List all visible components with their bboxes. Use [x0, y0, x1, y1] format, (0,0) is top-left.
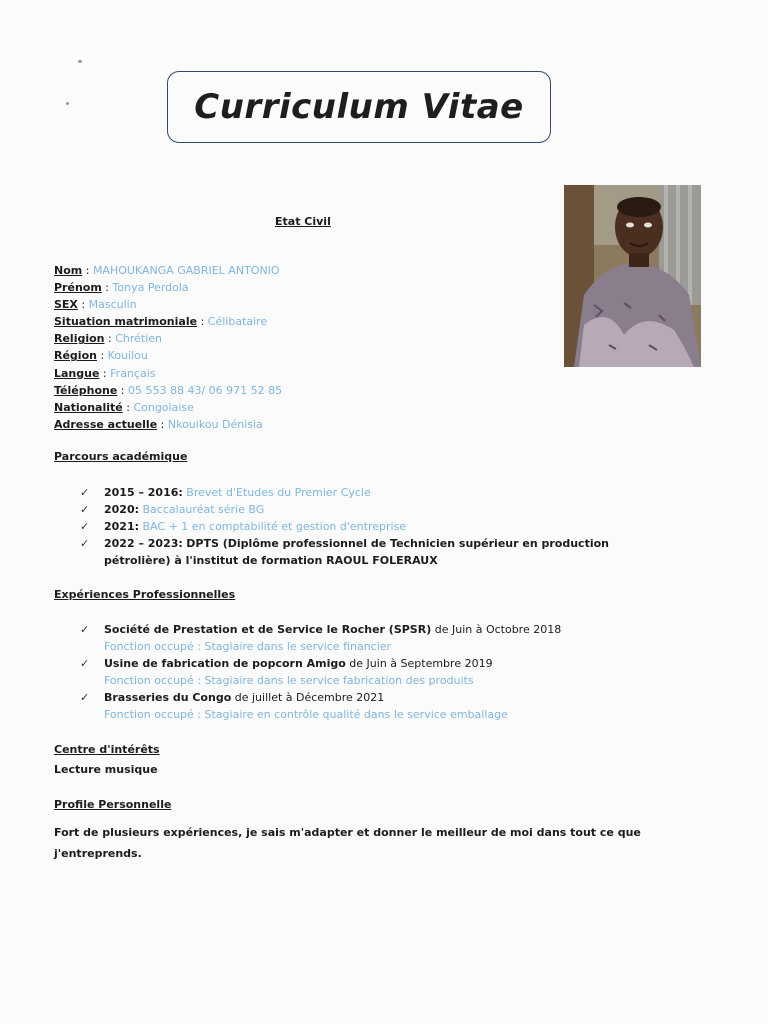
checkmark-icon: ✓	[80, 623, 90, 636]
scan-speck	[78, 60, 82, 63]
civil-value: MAHOUKANGA GABRIEL ANTONIO	[92, 264, 280, 277]
experiences-heading: Expériences Professionnelles	[54, 588, 236, 601]
civil-value: Nkouikou Dénisia	[167, 417, 263, 431]
item-text: Baccalauréat série BG	[142, 503, 265, 516]
period: de Juin à Septembre 2019	[345, 657, 493, 670]
civil-value: Kouilou	[107, 349, 148, 363]
checkmark-icon: ✓	[80, 520, 90, 533]
item-text: Brevet d'Etudes du Premier Cycle	[186, 486, 371, 499]
profile-line-2: j'entreprends.	[54, 847, 142, 860]
civil-value: Congolaise	[133, 400, 194, 414]
company-name: Société de Prestation et de Service le Rocher (SPSR)	[104, 623, 432, 636]
checkmark-icon: ✓	[80, 503, 90, 516]
civil-row-nom: Nom : MAHOUKANGA GABRIEL ANTONIO	[54, 264, 280, 277]
profile-heading: Profile Personnelle	[54, 798, 172, 811]
item-year: 2015 – 2016:	[104, 486, 183, 499]
list-item	[80, 621, 700, 655]
scan-speck	[66, 102, 69, 105]
cv-title-box	[167, 71, 551, 143]
period: de Juin à Octobre 2018	[431, 623, 562, 636]
checkmark-icon: ✓	[80, 691, 90, 704]
company-name: Brasseries du Congo	[104, 691, 232, 704]
role: Fonction occupé : Stagiaire dans le service fabrication des produits	[104, 674, 474, 687]
civil-info-list	[54, 262, 282, 433]
item-year: 2022 – 2023:	[104, 537, 183, 550]
checkmark-icon: ✓	[80, 537, 90, 550]
company-name: Usine de fabrication de popcorn Amigo	[104, 657, 346, 670]
civil-row-nationalite: Nationalité : Congolaise	[54, 400, 194, 414]
experiences-list	[80, 621, 700, 723]
civil-value: Tonya Perdola	[112, 281, 189, 295]
civil-row-adresse: Adresse actuelle : Nkouikou Dénisia	[54, 417, 263, 431]
civil-row-langue: Langue : Français	[54, 366, 156, 380]
civil-label: Téléphone	[54, 383, 118, 397]
civil-value: Célibataire	[207, 315, 268, 329]
list-item	[80, 484, 640, 501]
civil-row-prenom: Prénom : Tonya Perdola	[54, 281, 189, 295]
civil-value: Français	[110, 366, 156, 380]
item-text: BAC + 1 en comptabilité et gestion d'entreprise	[142, 520, 407, 533]
civil-value: Chrétien	[115, 332, 163, 346]
civil-label: Région	[54, 349, 97, 363]
civil-label: Nom	[54, 264, 83, 277]
list-item	[80, 535, 640, 569]
list-item	[80, 501, 640, 518]
profile-line-1: Fort de plusieurs expériences, je sais m'adapter et donner le meilleur de moi dans tout ce que	[54, 826, 641, 839]
list-item	[80, 655, 700, 689]
role: Fonction occupé : Stagiaire dans le service financier	[104, 640, 392, 653]
checkmark-icon: ✓	[80, 657, 90, 670]
item-text: DPTS (Diplôme professionnel de Technicien supérieur en production	[186, 537, 609, 550]
interets-heading: Centre d'intérêts	[54, 743, 160, 756]
civil-label: Adresse actuelle	[54, 417, 158, 431]
civil-label: Nationalité	[54, 400, 123, 414]
etat-civil-heading: Etat Civil	[275, 215, 331, 228]
item-year: 2021:	[104, 520, 140, 533]
civil-label: SEX	[54, 298, 78, 312]
civil-label: Situation matrimoniale	[54, 315, 198, 329]
civil-label: Langue	[54, 366, 100, 380]
civil-row-region: Région : Kouilou	[54, 349, 148, 363]
period: de juillet à Décembre 2021	[231, 691, 385, 704]
profile-photo	[564, 185, 701, 367]
list-item	[80, 689, 700, 723]
item-text-cont: pétrolière) à l'institut de formation RAOUL FOLERAUX	[104, 554, 438, 567]
checkmark-icon: ✓	[80, 486, 90, 499]
parcours-list	[80, 484, 640, 569]
civil-row-religion: Religion : Chrétien	[54, 332, 163, 346]
civil-value: 05 553 88 43/ 06 971 52 85	[128, 383, 283, 397]
civil-row-sex: SEX : Masculin	[54, 298, 137, 312]
civil-row-telephone: Téléphone : 05 553 88 43/ 06 971 52 85	[54, 383, 283, 397]
parcours-heading: Parcours académique	[54, 450, 188, 463]
civil-value: Masculin	[88, 298, 137, 312]
list-item	[80, 518, 640, 535]
civil-row-situation: Situation matrimoniale : Célibataire	[54, 315, 268, 329]
role: Fonction occupé : Stagiaire en contrôle qualité dans le service emballage	[104, 708, 508, 721]
civil-label: Religion	[54, 332, 105, 346]
item-year: 2020:	[104, 503, 140, 516]
cv-title: Curriculum Vitae	[194, 87, 524, 127]
interets-text: Lecture musique	[54, 763, 158, 776]
civil-label: Prénom	[54, 281, 102, 295]
